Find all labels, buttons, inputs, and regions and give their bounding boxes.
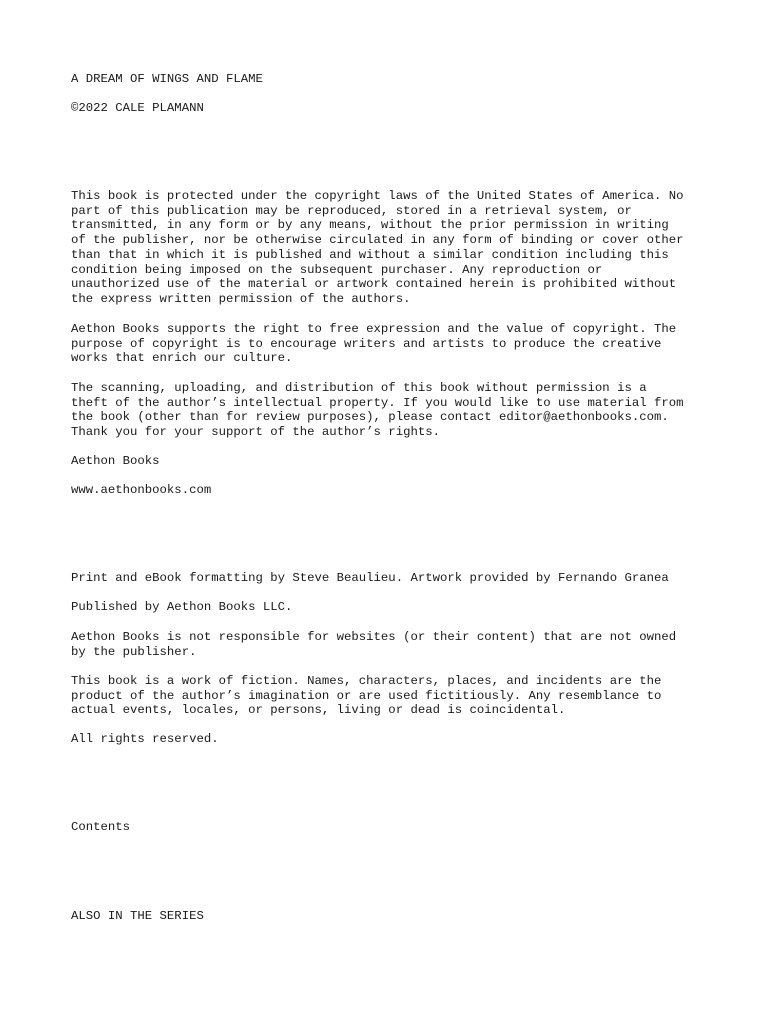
websites-paragraph bbox=[71, 630, 711, 659]
legal-line: part of this publication may be reproduced, stored in a retrieval system, or bbox=[71, 203, 632, 218]
legal-line: unauthorized use of the material or artwork contained herein is prohibited without bbox=[71, 277, 677, 292]
legal-line: condition being imposed on the subsequent purchaser. Any reproduction or bbox=[71, 262, 603, 277]
copyright-notice: ©2022 CALE PLAMANN bbox=[71, 101, 204, 115]
support-line: works that enrich our culture. bbox=[71, 351, 293, 366]
scanning-line: theft of the author’s intellectual property. If you would like to use material from bbox=[71, 395, 684, 410]
publisher-name: Aethon Books bbox=[71, 454, 160, 468]
scanning-line: Thank you for your support of the author’s rights. bbox=[71, 425, 440, 440]
legal-line: than that in which it is published and without a similar condition including this bbox=[71, 247, 669, 262]
credits-text: Print and eBook formatting by Steve Beaulieu. Artwork provided by Fernando Granea bbox=[71, 571, 669, 585]
support-line: purpose of copyright is to encourage writers and artists to produce the creative bbox=[71, 336, 662, 351]
series-heading: ALSO IN THE SERIES bbox=[71, 909, 204, 923]
websites-line: by the publisher. bbox=[71, 644, 197, 659]
fiction-line: product of the author’s imagination or are used fictitiously. Any resemblance to bbox=[71, 688, 662, 703]
publisher-url: www.aethonbooks.com bbox=[71, 483, 212, 497]
fiction-paragraph bbox=[71, 674, 711, 718]
scanning-line: The scanning, uploading, and distribution of this book without permission is a bbox=[71, 381, 647, 395]
legal-line: This book is protected under the copyright laws of the United States of America. No bbox=[71, 189, 684, 203]
legal-line: of the publisher, nor be otherwise circulated in any form of binding or cover other bbox=[71, 233, 684, 248]
legal-paragraph bbox=[71, 189, 711, 307]
legal-line: the express written permission of the authors. bbox=[71, 291, 411, 306]
rights-reserved: All rights reserved. bbox=[71, 732, 219, 746]
support-paragraph bbox=[71, 322, 711, 366]
fiction-line: actual events, locales, or persons, living or dead is coincidental. bbox=[71, 703, 566, 718]
copyright-page bbox=[71, 0, 711, 1024]
scanning-paragraph bbox=[71, 381, 711, 440]
book-title: A DREAM OF WINGS AND FLAME bbox=[71, 72, 263, 86]
published-by: Published by Aethon Books LLC. bbox=[71, 600, 293, 614]
fiction-line: This book is a work of fiction. Names, characters, places, and incidents are the bbox=[71, 674, 662, 688]
credits-line bbox=[71, 571, 711, 586]
legal-line: transmitted, in any form or by any means, without the prior permission in writing bbox=[71, 218, 669, 233]
scanning-line: the book (other than for review purposes), please contact editor@aethonbooks.com. bbox=[71, 410, 669, 425]
support-line: Aethon Books supports the right to free expression and the value of copyright. The bbox=[71, 322, 677, 336]
contents-heading: Contents bbox=[71, 820, 131, 834]
websites-line: Aethon Books is not responsible for websites (or their content) that are not owned bbox=[71, 630, 677, 644]
